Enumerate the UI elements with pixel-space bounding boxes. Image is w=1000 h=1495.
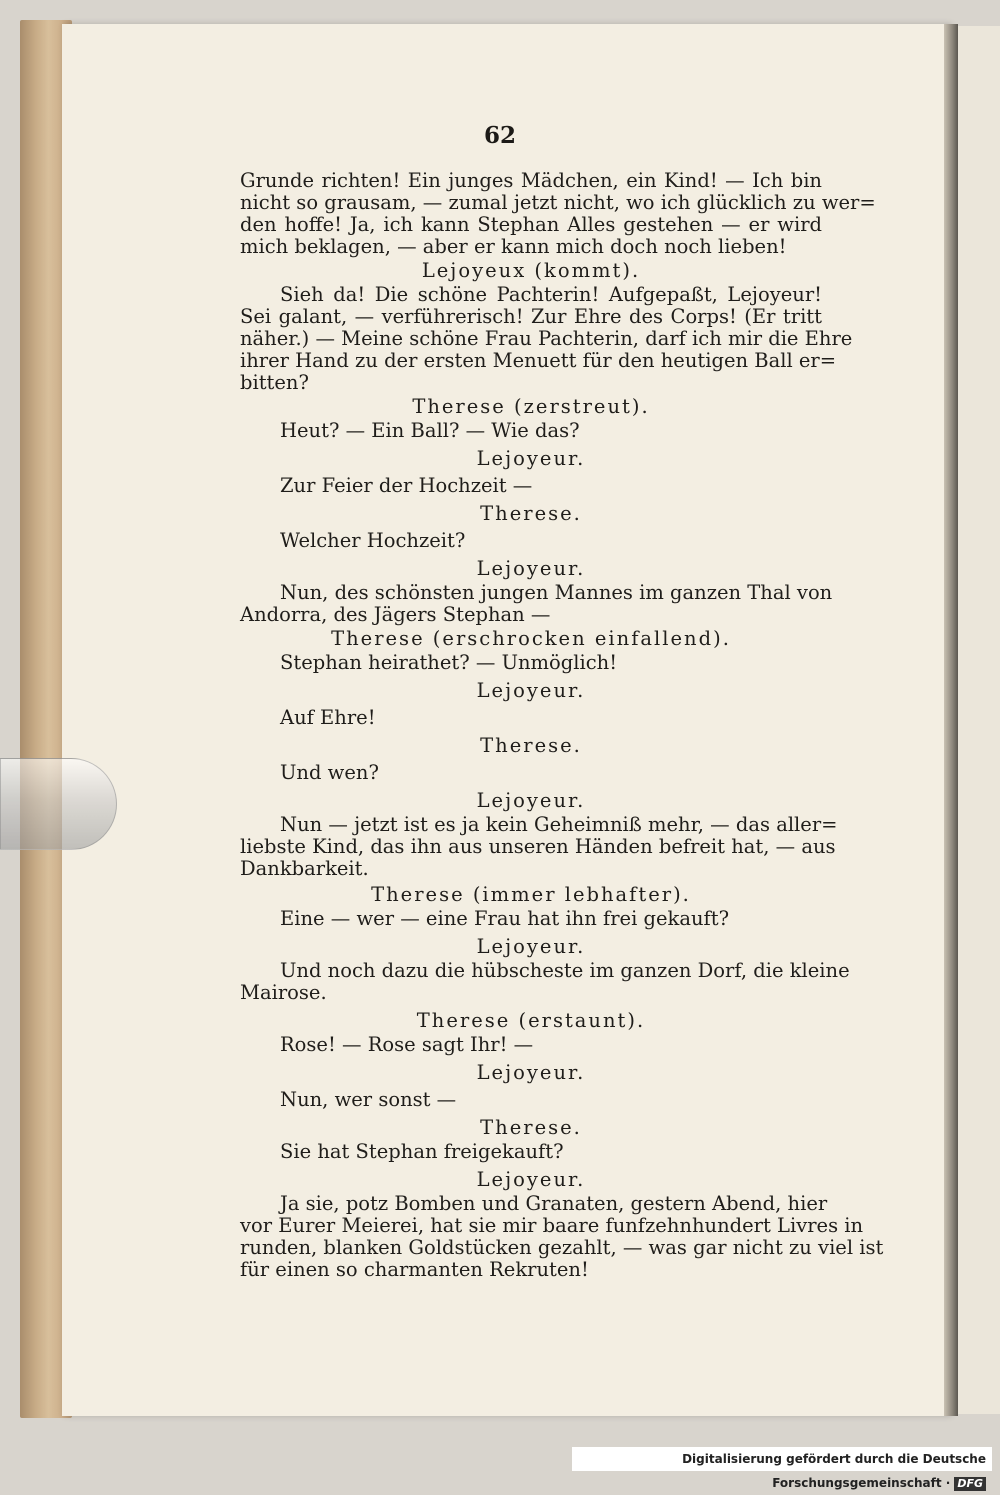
digitization-footer bbox=[572, 1447, 992, 1490]
speaker-line: Lejoyeur. bbox=[476, 447, 586, 470]
speaker-line: Lejoyeur. bbox=[476, 789, 586, 812]
speaker-line: Lejoyeur. bbox=[476, 935, 586, 958]
speaker-line: Therese (zerstreut). bbox=[412, 395, 650, 418]
text-line: Auf Ehre! bbox=[280, 706, 376, 729]
text-line: Nun — jetzt ist es ja kein Geheimniß mehr, — das aller= bbox=[280, 813, 838, 836]
text-line: runden, blanken Goldstücken gezahlt, — was gar nicht zu viel ist bbox=[240, 1236, 884, 1259]
text-line: mich beklagen, — aber er kann mich doch noch lieben! bbox=[240, 235, 787, 258]
speaker-line: Lejoyeur. bbox=[476, 679, 586, 702]
text-line: Zur Feier der Hochzeit — bbox=[280, 474, 533, 497]
text-line: Stephan heirathet? — Unmöglich! bbox=[280, 651, 618, 674]
text-line: vor Eurer Meierei, hat sie mir baare funfzehnhundert Livres in bbox=[240, 1214, 864, 1237]
speaker-line: Lejoyeur. bbox=[476, 1061, 586, 1084]
text-line: Heut? — Ein Ball? — Wie das? bbox=[280, 419, 580, 442]
text-line: ihrer Hand zu der ersten Menuett für den heutigen Ball er= bbox=[240, 349, 837, 372]
text-line: Und noch dazu die hübscheste im ganzen Dorf, die kleine bbox=[280, 959, 850, 982]
text-line: für einen so charmanten Rekruten! bbox=[240, 1258, 589, 1281]
speaker-line: Therese (erstaunt). bbox=[416, 1009, 646, 1032]
text-line: Nun, wer sonst — bbox=[280, 1088, 457, 1111]
book-gutter bbox=[944, 24, 958, 1416]
text-line: Und wen? bbox=[280, 761, 379, 784]
text-line: näher.) — Meine schöne Frau Pachterin, darf ich mir die Ehre bbox=[240, 327, 853, 350]
speaker-line: Lejoyeux (kommt). bbox=[421, 259, 641, 282]
text-line: Rose! — Rose sagt Ihr! — bbox=[280, 1033, 534, 1056]
text-line: Welcher Hochzeit? bbox=[280, 529, 466, 552]
speaker-line: Therese (erschrocken einfallend). bbox=[331, 627, 731, 650]
speaker-line: Therese. bbox=[480, 734, 582, 757]
text-line: nicht so grausam, — zumal jetzt nicht, wo ich glücklich zu wer= bbox=[240, 191, 876, 214]
page-number: 62 bbox=[483, 122, 516, 149]
text-line: den hoffe! Ja, ich kann Stephan Alles gestehen — er wird bbox=[240, 213, 822, 236]
speaker-line: Lejoyeur. bbox=[476, 557, 586, 580]
text-line: Ja sie, potz Bomben und Granaten, gestern Abend, hier bbox=[280, 1192, 828, 1215]
page-clip bbox=[0, 758, 117, 850]
text-line: Sieh da! Die schöne Pachterin! Aufgepaßt, Lejoyeur! bbox=[280, 283, 822, 306]
page-text bbox=[240, 169, 884, 1281]
text-line: bitten? bbox=[240, 371, 309, 394]
text-line: Eine — wer — eine Frau hat ihn frei gekauft? bbox=[280, 907, 730, 930]
text-line: Sie hat Stephan freigekauft? bbox=[280, 1140, 564, 1163]
dfg-logo: DFG bbox=[954, 1477, 986, 1491]
speaker-line: Therese. bbox=[480, 1116, 582, 1139]
text-line: Sei galant, — verführerisch! Zur Ehre des Corps! (Er tritt bbox=[240, 305, 822, 328]
text-line: liebste Kind, das ihn aus unseren Händen befreit hat, — aus bbox=[240, 835, 836, 858]
facing-page-edge bbox=[958, 26, 1000, 1414]
text-line: Andorra, des Jägers Stephan — bbox=[240, 603, 551, 626]
text-line: Mairose. bbox=[240, 981, 327, 1004]
text-line: Nun, des schönsten jungen Mannes im ganzen Thal von bbox=[280, 581, 833, 604]
text-line: Grunde richten! Ein junges Mädchen, ein Kind! — Ich bin bbox=[240, 169, 822, 192]
text-line: Dankbarkeit. bbox=[240, 857, 369, 880]
speaker-line: Therese. bbox=[480, 502, 582, 525]
speaker-line: Therese (immer lebhafter). bbox=[371, 883, 691, 906]
speaker-line: Lejoyeur. bbox=[476, 1168, 586, 1191]
footer-text: Digitalisierung gefördert durch die Deutsche Forschungsgemeinschaft · bbox=[682, 1452, 986, 1490]
